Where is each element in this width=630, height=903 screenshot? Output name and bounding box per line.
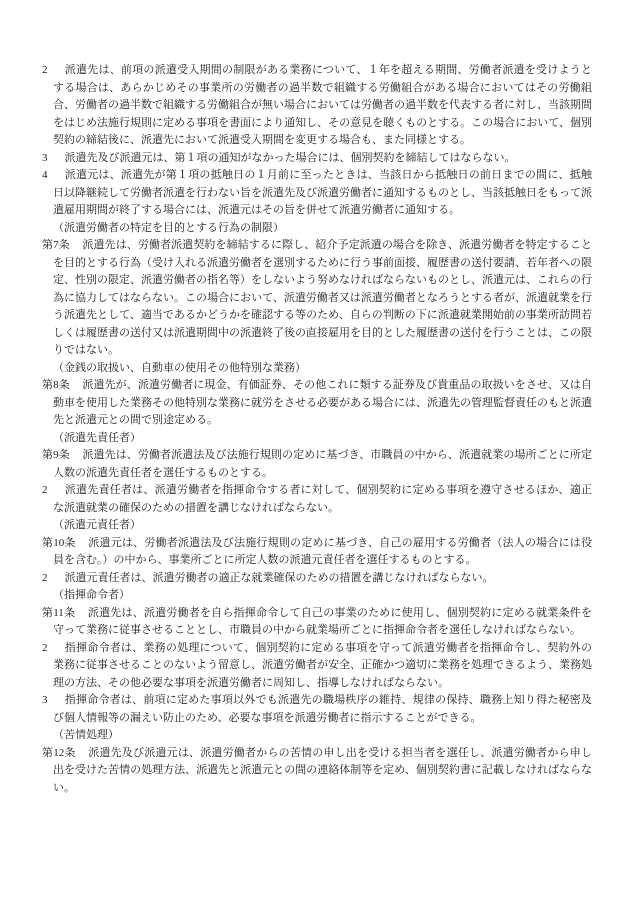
paragraph — [42, 535, 592, 570]
paragraph-text: （派遣元責任者） — [53, 519, 141, 531]
paragraph-text: 指揮命令者は、前項に定めた事項以外でも派遣先の職場秩序の維持、規律の保持、職務上知り得た秘密及び個人情報等の漏えい防止のため、必要な事項を派遣労働者に指示することができる。 — [53, 694, 592, 724]
paragraph-text: （指揮命令者） — [53, 589, 130, 601]
paragraph-text: 派遣先が、派遣労働者に現金、有価証券、その他これに類する証券及び貴重品の取扱いをさせ、又は自動車を使用した業務その他特別な業務に就労をさせる必要がある場合には、派遣先の管理監督責任のもと派遣先と派遣元との間で別途定める。 — [53, 379, 592, 426]
paragraph-text: 派遣元責任者は、派遣労働者の適正な就業確保のための措置を講じなければならない。 — [64, 571, 494, 584]
paragraph-label: 4 — [42, 169, 48, 181]
paragraph-text: （派遣労働者の特定を目的とする行為の制限） — [53, 221, 284, 234]
paragraph-label: 第10条 — [42, 536, 76, 549]
paragraph-text: 派遣先責任者は、派遣労働者を指揮命令する者に対して、個別契約に定める事項を遵守させるほか、適正な派遣就業の確保のための措置を講じなければならない。 — [53, 484, 592, 514]
paragraph-label: 第11条 — [42, 606, 76, 619]
paragraph-text: 派遣先及び派遣元は、派遣労働者からの苦情の申し出を受ける担当者を選任し、派遣労働者から申し出を受けた苦情の処理方法、派遣先と派遣元との間の連絡体制等を定め、個別契約書に記載しなければならない。 — [53, 746, 593, 794]
paragraph-text: 派遣元は、派遣先が第１項の抵触日の１月前に至ったときは、当該日から抵触日の前日までの間に、抵触日以降継続して労働者派遣を行わない旨を派遣先及び派遣労働者に通知するものとし、当該抵触日をもって派遣雇用期間が終了する場合には、派遣元はその旨を併せて派遣労働者に通知する。 — [53, 169, 592, 216]
paragraph-text: （苦情処理） — [53, 729, 119, 741]
paragraph-text: （派遣先責任者） — [53, 431, 141, 444]
section-heading — [42, 587, 592, 605]
paragraph — [42, 640, 592, 693]
paragraph — [42, 150, 592, 168]
paragraph-text: 派遣先は、労働者派遣契約を締結するに際し、紹介予定派遣の場合を除き、派遣労働者を特定することを目的とする行為（受け入れる派遣労働者を選別するために行う事前面接、履歴書の送付要請、若年者への限定、性別の限定、派遣労働者の指名等）をしないよう努めなければならないものとし、派遣元は、これらの行為に協力してはならない。この場合において、派遣労働者又は派遣労働者となろうとする者が、派遣就業を行う派遣先として、適当であるかどうかを確認する等のため、自らの判断の下に派遣就業開始前の事業所訪問若しくは履歴書の送付又は派遣期間中の派遣終了後の直接雇用を目的とした履歴書の送付を行うことは、この限りではない。 — [53, 239, 593, 356]
paragraph-label: 第12条 — [42, 746, 76, 759]
paragraph-text: （金銭の取扱い、自動車の使用その他特別な業務） — [53, 361, 306, 374]
document-body — [42, 62, 592, 797]
paragraph-text: 派遣元は、労働者派遣法及び法施行規則の定めに基づき、自己の雇用する労働者（法人の場合には役員を含む。）の中から、事業所ごとに所定人数の派遣元責任者を選任するものとする。 — [53, 536, 593, 566]
paragraph-text: 派遣先及び派遣元は、第１項の通知がなかった場合には、個別契約を締結してはならない。 — [64, 151, 516, 164]
section-heading — [42, 360, 592, 378]
paragraph — [42, 692, 592, 727]
paragraph-text: 派遣先は、前項の派遣受入期間の制限がある業務について、１年を超える期間、労働者派遣を受けようとする場合は、あらかじめその事業所の労働者の過半数で組織する労働組合がある場合においてはその労働組合、労働者の過半数で組織する労働組合が無い場合においては労働者の過半数を代表する者に対し、当該期間をはじめ法施行規則に定める事項を書面により通知し、その意見を聴くものとする。この場合において、個別契約の締結後に、派遣先において派遣受入期間を変更する場合も、また同様とする。 — [53, 64, 592, 146]
paragraph-label: 2 — [42, 484, 48, 496]
paragraph-label: 3 — [42, 694, 48, 706]
paragraph — [42, 237, 592, 360]
section-heading — [42, 220, 592, 238]
paragraph — [42, 377, 592, 430]
paragraph-text: 指揮命令者は、業務の処理について、個別契約に定める事項を守って派遣労働者を指揮命令し、契約外の業務に従事させることのないよう留意し、派遣労働者が安全、正確かつ適切に業務を処理できるよう、業務処理の方法、その他必要な事項を派遣労働者に周知し、指導しなければならない。 — [53, 641, 592, 689]
paragraph — [42, 167, 592, 220]
section-heading — [42, 517, 592, 535]
section-heading — [42, 430, 592, 448]
paragraph-label: 第7条 — [42, 239, 70, 251]
paragraph — [42, 605, 592, 640]
paragraph-label: 第9条 — [42, 449, 70, 461]
paragraph — [42, 745, 592, 798]
paragraph-text: 派遣先は、労働者派遣法及び法施行規則の定めに基づき、市職員の中から、派遣就業の場所ごとに所定人数の派遣先責任者を選任するものとする。 — [53, 449, 593, 479]
paragraph-label: 3 — [42, 151, 48, 164]
paragraph — [42, 570, 592, 588]
paragraph — [42, 447, 592, 482]
paragraph-label: 2 — [42, 641, 48, 654]
paragraph-text: 派遣先は、派遣労働者を自ら指揮命令して自己の事業のために使用し、個別契約に定める就業条件を守って業務に従事させることとし、市職員の中から就業場所ごとに指揮命令者を選任しなければならない。 — [53, 606, 592, 636]
section-heading — [42, 727, 592, 745]
paragraph-label: 第8条 — [42, 379, 70, 391]
paragraph-label: 2 — [42, 64, 48, 76]
paragraph — [42, 62, 592, 150]
paragraph-label: 2 — [42, 571, 48, 584]
paragraph — [42, 482, 592, 517]
